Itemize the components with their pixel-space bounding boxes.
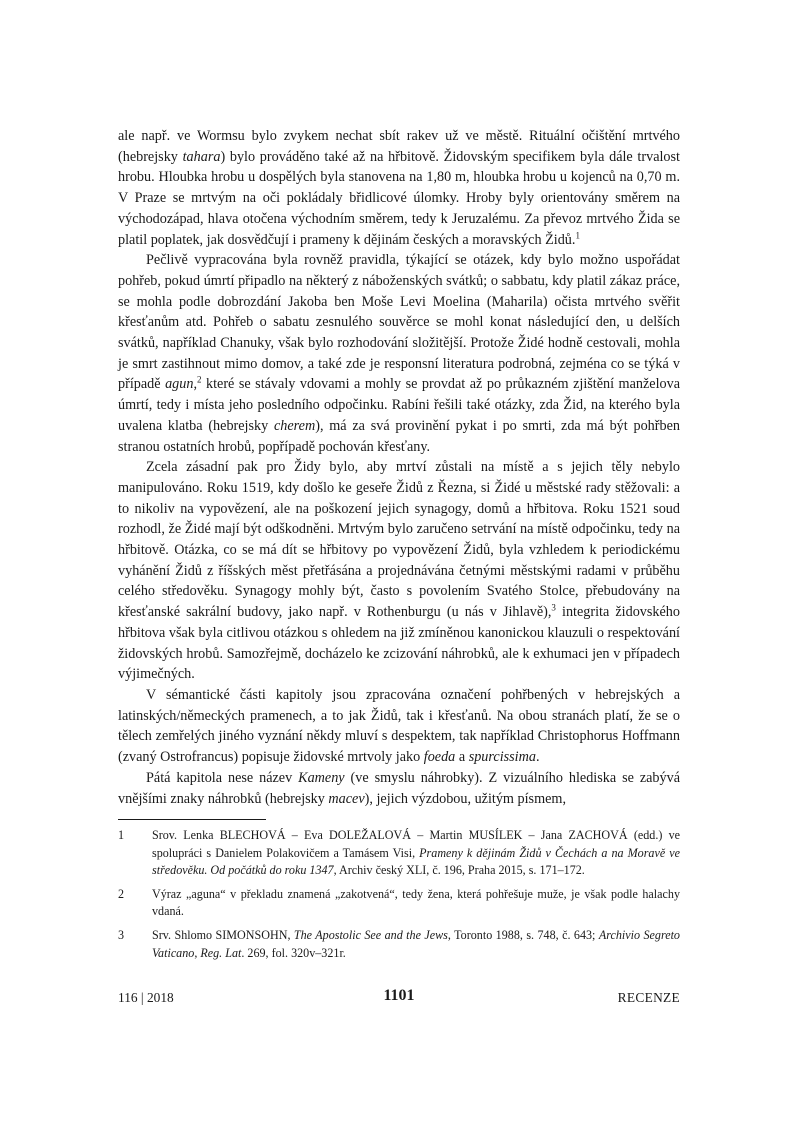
text-run: Výraz „aguna“ v překladu znamená „zakotvená“, tedy žena, která pohřešuje muže, je však podle halachy vdaná.	[152, 886, 680, 919]
text-run: ,	[194, 945, 201, 960]
page-number: 1101	[383, 987, 415, 1004]
footnote-ref: 3	[551, 602, 556, 613]
italic-text: agun	[165, 376, 194, 393]
text-run: ), jejich výzdobou, užitým písmem,	[364, 790, 566, 807]
text-run: Srv. Shlomo SIMONSOHN,	[152, 927, 294, 942]
paragraph	[118, 126, 680, 250]
italic-text: macev	[328, 790, 365, 807]
text-run: (ve smyslu náhrobky). Z vizuálního hlediska se zabývá vnějšími znaky náhrobků (hebrejsky	[118, 769, 680, 807]
text-run: Srov. Lenka BLECHOVÁ – Eva DOLEŽALOVÁ – Martin MUSÍLEK – Jana ZACHOVÁ (edd.) ve spolupráci s Danielem Polakovičem a Tamásem Visi,	[152, 828, 680, 860]
italic-text: Prameny k dějinám Židů v Čechách a na Moravě ve středověku. Od počátků do roku 1347	[152, 845, 680, 878]
italic-text: cherem	[273, 417, 316, 434]
text-run: a	[455, 749, 469, 766]
italic-text: Kameny	[298, 769, 345, 786]
footnote-number: 2	[118, 886, 125, 901]
text-run: , Archiv český XLI, č. 196, Praha 2015, s. 171–172.	[333, 863, 585, 878]
italic-text: The Apostolic See and the Jews	[293, 927, 448, 942]
italic-text: Reg. Lat	[200, 945, 242, 960]
text-run: Pátá kapitola nese název	[146, 769, 299, 786]
section-label: RECENZE	[617, 990, 680, 1005]
footnote-ref: 1	[575, 229, 580, 240]
text-run: integrita židovského hřbitova však byla citlivou otázkou s ohledem na již zmíněnou kanonickou klauzuli o respektování židovských hrobů. Samozřejmě, docházelo ke zcizování náhrobků, ale k exhumaci jen v případech výjimečných.	[118, 604, 680, 683]
footnote-separator	[118, 819, 266, 820]
footnote-text	[152, 827, 680, 880]
main-text	[118, 126, 680, 809]
text-run: .	[535, 749, 540, 766]
paragraph	[118, 250, 680, 457]
text-run: Pečlivě vypracována byla rovněž pravidla, týkající se otázek, kdy bylo možno uspořádat pohřeb, pokud úmrtí připadlo na některý z náboženských svátků; o sabbatu, kdy platil zákaz práce, se mohla podle dobrozdání Jakoba ben Moše Levi Moelina (Maharila) očista mrtvého svěřit křesťanům atd. Pohřeb o sabatu zesnulého souvěrce se mohl konat následující den, u delších svátků, například Chanuky, však bylo rozhodování složitější. Protože Židé hodně cestovali, mohla je smrt zastihnout mimo domov, a také zde je responsní literatura podrobná, zejména co se týká v případě	[118, 252, 680, 393]
footnote-text	[152, 886, 680, 921]
text-run: , Toronto 1988, s. 748, č. 643;	[447, 927, 599, 942]
footnotes	[118, 827, 680, 968]
italic-text: foeda	[423, 749, 456, 766]
footnote	[118, 827, 680, 880]
text-run: V sémantické části kapitoly jsou zpracována označení pohřbených v hebrejských a latinských/německých pramenech, a to jak Židů, tak i křesťanů. Na obou stranách platí, že se o tělech zemřelých jiného vyznání někdy mluví s despektem, tak například Christophorus Hoffmann (zvaný Ostrofrancus) popisuje židovské mrtvoly jako	[118, 686, 680, 766]
italic-text: Archivio Segreto Vaticano	[152, 927, 680, 960]
text-run: . 269, fol. 320v–321r.	[241, 945, 346, 960]
footnote	[118, 886, 680, 921]
text-run: Zcela zásadní pak pro Židy bylo, aby mrtví zůstali na místě a s jejich těly nebylo manipulováno. Roku 1519, kdy došlo ke gesеře Židů z Řezna, si Židé u městské rady stěžovali: a to nikoliv na vypovězení, ale na poškození jejich synagogy, domů a hřbitova. Roku 1521 soud rozhodl, že Židé mají být odškodněni. Mrtvým bylo zaručeno setrvání na místě odpočinku, tedy na hřbitově. Otázka, co se má dít se hřbitovy po vypovězení Židů, byla vzhledem k periodickému vyhánění Židů z říšských měst přetřásána a projednávána četnými městskými radami v průběhu celého středověku. Synagogy mohly být, často s povolením Svatého Stolce, přebudovány na křesťanské sakrální budovy, jako např. v Rothenburgu (u nás v Jihlavě),	[118, 459, 680, 621]
footnote-number: 3	[118, 927, 125, 942]
italic-text: tahara	[182, 148, 221, 165]
paragraph	[118, 768, 680, 809]
italic-text: spurcissima	[468, 749, 536, 766]
footnote-text	[152, 927, 680, 962]
paragraph	[118, 685, 680, 768]
journal-issue: 116 | 2018	[118, 990, 174, 1005]
text-run: ), má za svá provinění pykat i po smrti, zda má být pohřben stranou ostatních hrobů, popřípadě pochován křesťany.	[118, 417, 680, 455]
paragraph	[118, 457, 680, 685]
page-footer	[118, 987, 680, 1009]
footnote-ref: 2	[196, 374, 202, 385]
text-run: ,	[193, 376, 197, 393]
text-run: které se stávaly vdovami a mohly se provdat až po průkazném zjištění manželova úmrtí, tedy i místa jeho posledního odpočinku. Rabíni řešili také otázky, zda Žid, na kterého byla uvalena klatba (hebrejsky	[118, 376, 681, 434]
text-run: ale např. ve Wormsu bylo zvykem nechat sbít rakev už ve městě. Rituální očištění mrtvého (hebrejsky	[118, 128, 680, 165]
text-run: ) bylo prováděno také až na hřbitově. Židovským specifikem byla dále trvalost hrobu. Hloubka hrobu u dospělých byla stanovena na 1,80 m, hloubka hrobu u kojenců na 0,70 m. V Praze se mrtvým na oči pokládaly břidlicové úlomky. Hroby byly orientovány směrem na východozápad, hlava otočena východním směrem, tedy k Jeruzalému. Za převoz mrtvého Žida se platil poplatek, jak dosvědčují i prameny k dějinám českých a moravských Židů.	[118, 148, 680, 248]
footnote-number: 1	[118, 828, 125, 842]
footnote	[118, 927, 680, 962]
